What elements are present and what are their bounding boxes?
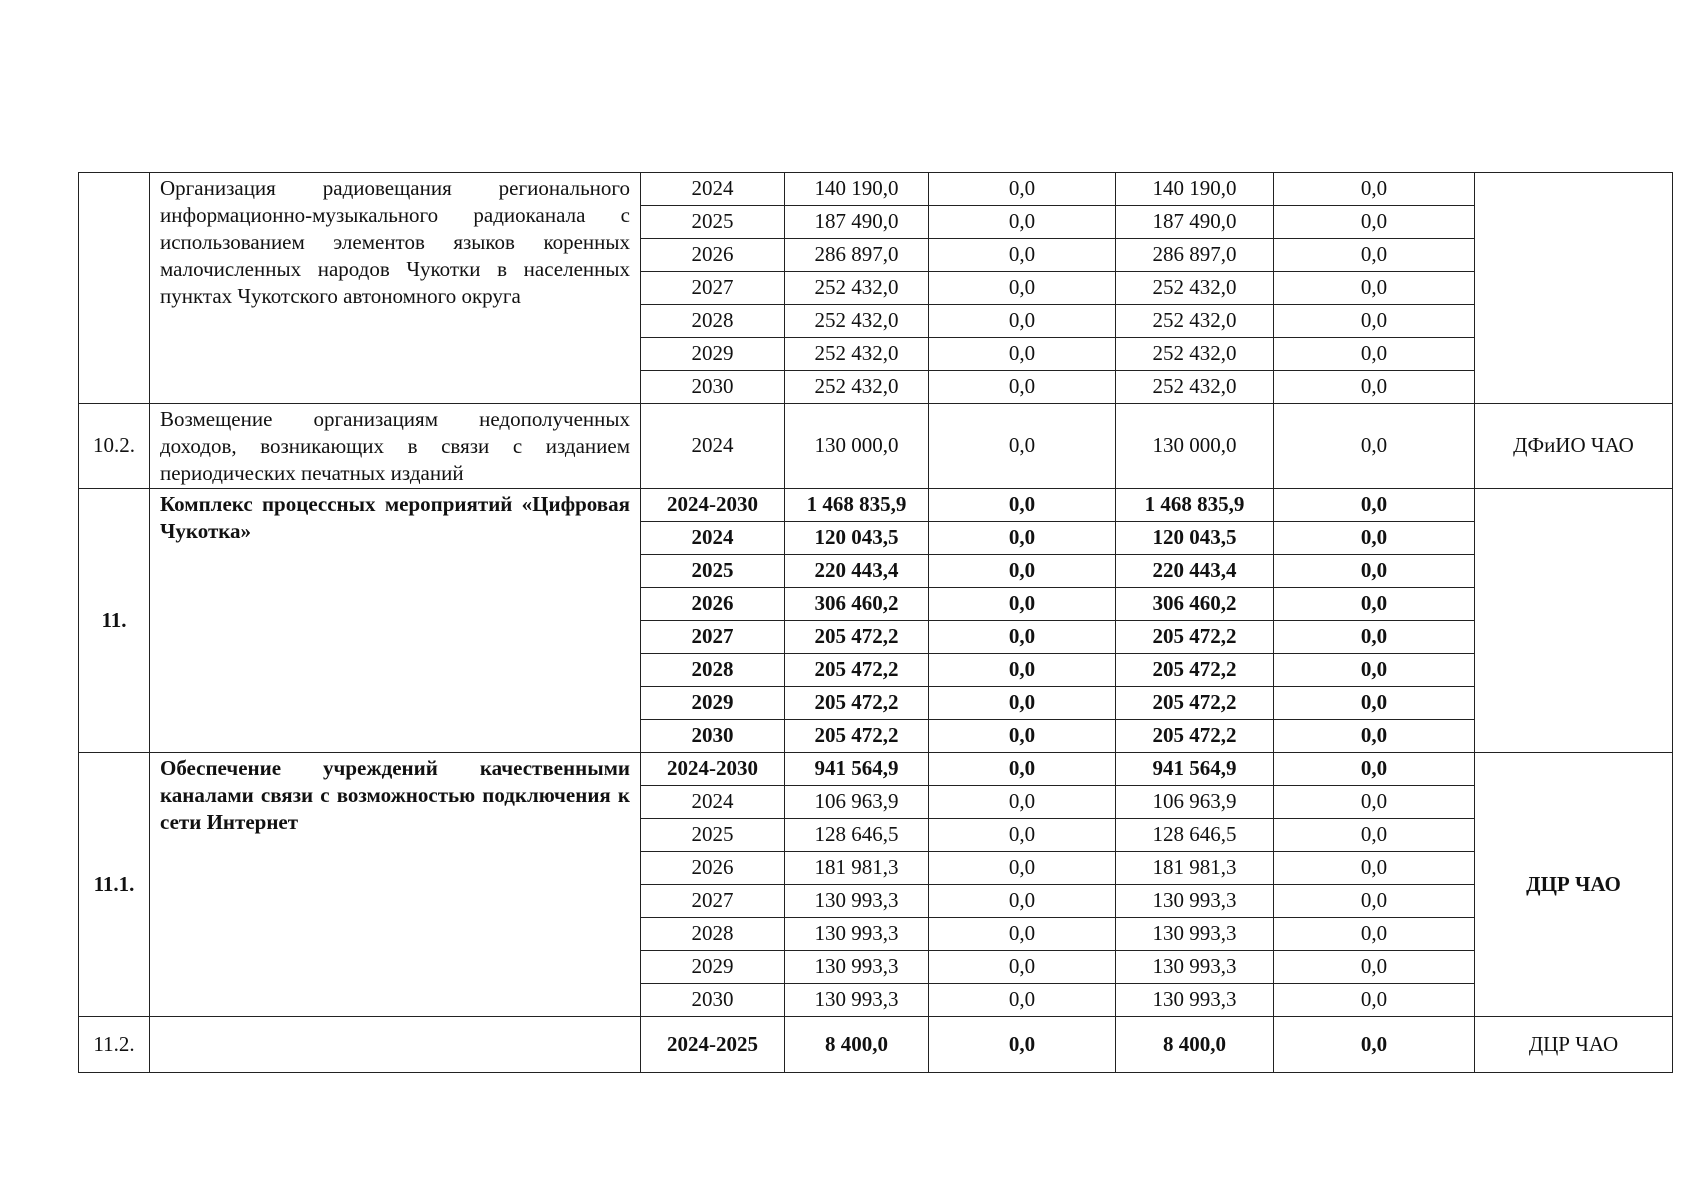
period-cell: 2026 bbox=[641, 588, 785, 621]
value-cell: 0,0 bbox=[1274, 272, 1475, 305]
total-cell: 187 490,0 bbox=[785, 206, 929, 239]
table-row bbox=[79, 489, 1673, 522]
value-cell: 0,0 bbox=[1274, 720, 1475, 753]
value-cell: 0,0 bbox=[1274, 371, 1475, 404]
value-cell: 0,0 bbox=[929, 489, 1116, 522]
value-cell: 130 993,3 bbox=[1116, 918, 1274, 951]
value-cell: 0,0 bbox=[929, 272, 1116, 305]
period-cell: 2024 bbox=[641, 786, 785, 819]
period-cell: 2024-2025 bbox=[641, 1017, 785, 1073]
period-cell: 2029 bbox=[641, 687, 785, 720]
total-cell: 130 993,3 bbox=[785, 984, 929, 1017]
value-cell: 0,0 bbox=[1274, 819, 1475, 852]
item-description bbox=[150, 1017, 641, 1073]
value-cell: 0,0 bbox=[929, 918, 1116, 951]
value-cell: 0,0 bbox=[1274, 239, 1475, 272]
value-cell: 130 000,0 bbox=[1116, 404, 1274, 489]
value-cell: 306 460,2 bbox=[1116, 588, 1274, 621]
value-cell: 252 432,0 bbox=[1116, 305, 1274, 338]
total-cell: 130 993,3 bbox=[785, 918, 929, 951]
item-description: Возмещение организациям недополученных доходов, возникающих в связи с изданием периодических печатных изданий bbox=[150, 404, 641, 489]
total-cell: 1 468 835,9 bbox=[785, 489, 929, 522]
value-cell: 0,0 bbox=[1274, 621, 1475, 654]
value-cell: 0,0 bbox=[929, 588, 1116, 621]
value-cell: 140 190,0 bbox=[1116, 173, 1274, 206]
period-cell: 2027 bbox=[641, 885, 785, 918]
value-cell: 205 472,2 bbox=[1116, 687, 1274, 720]
period-cell: 2025 bbox=[641, 555, 785, 588]
total-cell: 120 043,5 bbox=[785, 522, 929, 555]
total-cell: 205 472,2 bbox=[785, 621, 929, 654]
period-cell: 2024 bbox=[641, 173, 785, 206]
period-cell: 2030 bbox=[641, 371, 785, 404]
period-cell: 2025 bbox=[641, 819, 785, 852]
value-cell: 205 472,2 bbox=[1116, 621, 1274, 654]
total-cell: 941 564,9 bbox=[785, 753, 929, 786]
value-cell: 0,0 bbox=[929, 852, 1116, 885]
value-cell: 0,0 bbox=[1274, 885, 1475, 918]
value-cell: 0,0 bbox=[929, 786, 1116, 819]
period-cell: 2024 bbox=[641, 404, 785, 489]
table-row bbox=[79, 753, 1673, 786]
total-cell: 106 963,9 bbox=[785, 786, 929, 819]
period-cell: 2029 bbox=[641, 951, 785, 984]
value-cell: 0,0 bbox=[1274, 206, 1475, 239]
value-cell: 130 993,3 bbox=[1116, 984, 1274, 1017]
total-cell: 252 432,0 bbox=[785, 371, 929, 404]
executor-cell: ДЦР ЧАО bbox=[1475, 1017, 1673, 1073]
item-number-cell bbox=[79, 173, 150, 404]
value-cell: 1 468 835,9 bbox=[1116, 489, 1274, 522]
value-cell: 0,0 bbox=[929, 338, 1116, 371]
total-cell: 128 646,5 bbox=[785, 819, 929, 852]
budget-table bbox=[78, 172, 1673, 1073]
value-cell: 0,0 bbox=[1274, 173, 1475, 206]
period-cell: 2027 bbox=[641, 272, 785, 305]
period-cell: 2028 bbox=[641, 918, 785, 951]
value-cell: 0,0 bbox=[1274, 687, 1475, 720]
total-cell: 130 993,3 bbox=[785, 885, 929, 918]
value-cell: 0,0 bbox=[1274, 338, 1475, 371]
item-number-cell: 10.2. bbox=[79, 404, 150, 489]
value-cell: 0,0 bbox=[929, 522, 1116, 555]
executor-cell: ДЦР ЧАО bbox=[1475, 753, 1673, 1017]
total-cell: 286 897,0 bbox=[785, 239, 929, 272]
item-description: Обеспечение учреждений качественными каналами связи с возможностью подключения к сети Интернет bbox=[150, 753, 641, 1017]
value-cell: 941 564,9 bbox=[1116, 753, 1274, 786]
table-row bbox=[79, 173, 1673, 206]
value-cell: 0,0 bbox=[1274, 522, 1475, 555]
total-cell: 220 443,4 bbox=[785, 555, 929, 588]
value-cell: 0,0 bbox=[929, 654, 1116, 687]
total-cell: 205 472,2 bbox=[785, 720, 929, 753]
value-cell: 205 472,2 bbox=[1116, 654, 1274, 687]
period-cell: 2029 bbox=[641, 338, 785, 371]
value-cell: 0,0 bbox=[1274, 951, 1475, 984]
value-cell: 0,0 bbox=[929, 555, 1116, 588]
total-cell: 205 472,2 bbox=[785, 654, 929, 687]
value-cell: 0,0 bbox=[929, 621, 1116, 654]
table-row bbox=[79, 404, 1673, 489]
item-description: Комплекс процессных мероприятий «Цифровая Чукотка» bbox=[150, 489, 641, 753]
item-number-cell: 11.2. bbox=[79, 1017, 150, 1073]
value-cell: 0,0 bbox=[929, 951, 1116, 984]
value-cell: 0,0 bbox=[929, 720, 1116, 753]
value-cell: 0,0 bbox=[1274, 1017, 1475, 1073]
period-cell: 2024 bbox=[641, 522, 785, 555]
period-cell: 2030 bbox=[641, 720, 785, 753]
value-cell: 187 490,0 bbox=[1116, 206, 1274, 239]
period-cell: 2028 bbox=[641, 305, 785, 338]
value-cell: 0,0 bbox=[1274, 654, 1475, 687]
value-cell: 0,0 bbox=[1274, 404, 1475, 489]
value-cell: 0,0 bbox=[1274, 852, 1475, 885]
value-cell: 0,0 bbox=[929, 885, 1116, 918]
value-cell: 181 981,3 bbox=[1116, 852, 1274, 885]
period-cell: 2024-2030 bbox=[641, 753, 785, 786]
total-cell: 140 190,0 bbox=[785, 173, 929, 206]
total-cell: 252 432,0 bbox=[785, 338, 929, 371]
total-cell: 130 993,3 bbox=[785, 951, 929, 984]
executor-cell bbox=[1475, 489, 1673, 753]
period-cell: 2026 bbox=[641, 239, 785, 272]
table-row bbox=[79, 1017, 1673, 1073]
value-cell: 0,0 bbox=[929, 984, 1116, 1017]
value-cell: 130 993,3 bbox=[1116, 951, 1274, 984]
value-cell: 0,0 bbox=[929, 1017, 1116, 1073]
value-cell: 205 472,2 bbox=[1116, 720, 1274, 753]
executor-cell: ДФиИО ЧАО bbox=[1475, 404, 1673, 489]
value-cell: 0,0 bbox=[929, 206, 1116, 239]
value-cell: 0,0 bbox=[1274, 555, 1475, 588]
item-number-cell: 11. bbox=[79, 489, 150, 753]
value-cell: 220 443,4 bbox=[1116, 555, 1274, 588]
value-cell: 0,0 bbox=[929, 404, 1116, 489]
value-cell: 106 963,9 bbox=[1116, 786, 1274, 819]
value-cell: 0,0 bbox=[1274, 753, 1475, 786]
period-cell: 2028 bbox=[641, 654, 785, 687]
item-number-cell: 11.1. bbox=[79, 753, 150, 1017]
item-description: Организация радиовещания регионального информационно-музыкального радиоканала с использованием элементов языков коренных малочисленных народов Чукотки в населенных пунктах Чукотского автономного округа bbox=[150, 173, 641, 404]
value-cell: 0,0 bbox=[1274, 305, 1475, 338]
period-cell: 2024-2030 bbox=[641, 489, 785, 522]
value-cell: 0,0 bbox=[929, 819, 1116, 852]
value-cell: 0,0 bbox=[929, 239, 1116, 272]
value-cell: 252 432,0 bbox=[1116, 272, 1274, 305]
value-cell: 8 400,0 bbox=[1116, 1017, 1274, 1073]
value-cell: 130 993,3 bbox=[1116, 885, 1274, 918]
total-cell: 181 981,3 bbox=[785, 852, 929, 885]
period-cell: 2030 bbox=[641, 984, 785, 1017]
value-cell: 252 432,0 bbox=[1116, 371, 1274, 404]
value-cell: 0,0 bbox=[1274, 588, 1475, 621]
total-cell: 252 432,0 bbox=[785, 272, 929, 305]
period-cell: 2026 bbox=[641, 852, 785, 885]
value-cell: 252 432,0 bbox=[1116, 338, 1274, 371]
value-cell: 0,0 bbox=[929, 305, 1116, 338]
total-cell: 252 432,0 bbox=[785, 305, 929, 338]
value-cell: 0,0 bbox=[929, 173, 1116, 206]
total-cell: 306 460,2 bbox=[785, 588, 929, 621]
executor-cell bbox=[1475, 173, 1673, 404]
value-cell: 128 646,5 bbox=[1116, 819, 1274, 852]
total-cell: 8 400,0 bbox=[785, 1017, 929, 1073]
value-cell: 0,0 bbox=[1274, 489, 1475, 522]
value-cell: 0,0 bbox=[1274, 786, 1475, 819]
period-cell: 2025 bbox=[641, 206, 785, 239]
value-cell: 0,0 bbox=[1274, 984, 1475, 1017]
value-cell: 0,0 bbox=[929, 371, 1116, 404]
period-cell: 2027 bbox=[641, 621, 785, 654]
value-cell: 120 043,5 bbox=[1116, 522, 1274, 555]
total-cell: 205 472,2 bbox=[785, 687, 929, 720]
value-cell: 0,0 bbox=[1274, 918, 1475, 951]
value-cell: 0,0 bbox=[929, 753, 1116, 786]
value-cell: 286 897,0 bbox=[1116, 239, 1274, 272]
total-cell: 130 000,0 bbox=[785, 404, 929, 489]
value-cell: 0,0 bbox=[929, 687, 1116, 720]
